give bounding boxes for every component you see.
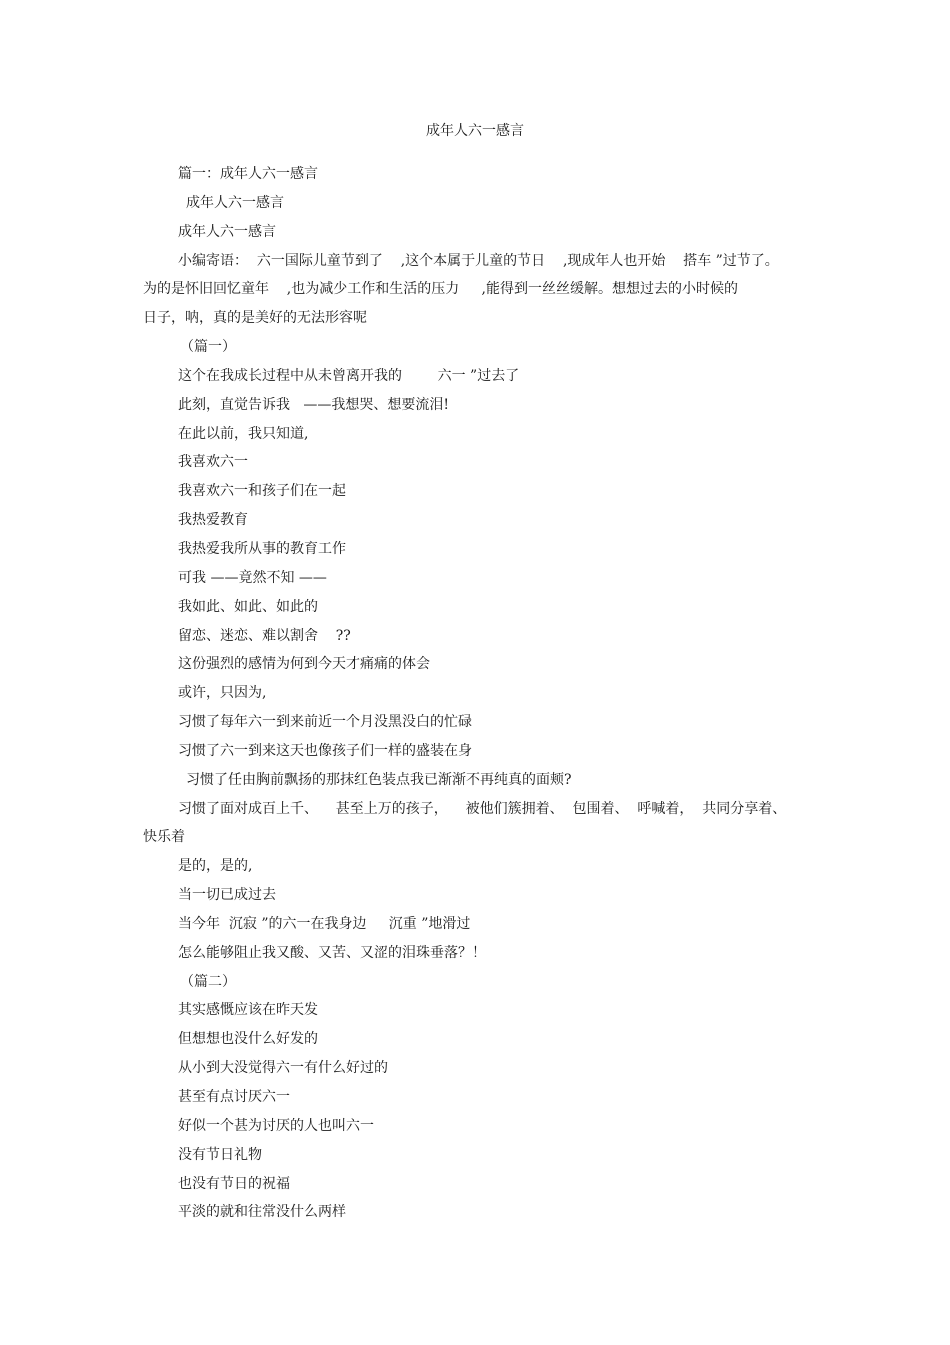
- section-heading: 篇一：成年人六一感言: [178, 166, 318, 182]
- text-line: 也没有节日的祝福: [178, 1175, 290, 1192]
- text-line: 留恋、迷恋、难以割舍 ??: [178, 627, 351, 644]
- text-line: 没有节日礼物: [178, 1146, 262, 1163]
- text-line: 甚至有点讨厌六一: [178, 1089, 290, 1105]
- text-line: 小编寄语： 六一国际儿童节到了 ,这个本属于儿童的节日 ,现成年人也开始 搭车 ”过节了。: [178, 252, 779, 269]
- text-line: 快乐着: [143, 829, 185, 846]
- part-heading: （篇二）: [180, 973, 236, 990]
- text-line: 这个在我成长过程中从未曾离开我的 六一 ”过去了: [178, 367, 520, 384]
- text-line: 我如此、如此、如此的: [178, 598, 318, 615]
- text-line: 在此以前，我只知道,: [178, 425, 309, 442]
- text-line: 我热爱教育: [178, 512, 248, 529]
- text-line: 从小到大没觉得六一有什么好过的: [178, 1060, 388, 1077]
- text-line: 日子，呐，真的是美好的无法形容呢: [143, 310, 367, 327]
- text-line: 此刻，直觉告诉我 ——我想哭、想要流泪!: [178, 396, 449, 413]
- text-line: 习惯了六一到来这天也像孩子们一样的盛装在身: [178, 742, 472, 759]
- text-line: 当一切已成过去: [178, 887, 276, 904]
- text-line: 习惯了面对成百上千、 甚至上万的孩子， 被他们簇拥着、 包围着、 呼喊着， 共同分享着、: [178, 800, 787, 817]
- text-line: 习惯了任由胸前飘扬的那抹红色装点我已渐渐不再纯真的面颊?: [186, 771, 572, 788]
- text-line: 好似一个甚为讨厌的人也叫六一: [178, 1117, 374, 1134]
- text-line: 我喜欢六一和孩子们在一起: [178, 483, 346, 500]
- text-line: 平淡的就和往常没什么两样: [178, 1204, 346, 1221]
- text-line: 为的是怀旧回忆童年 ,也为减少工作和生活的压力 ,能得到一丝丝缓解。想想过去的小时候的: [143, 281, 738, 298]
- text-line: 或许，只因为,: [178, 685, 267, 702]
- text-line: 当今年 沉寂 ”的六一在我身边 沉重 ”地滑过: [178, 915, 471, 932]
- text-line: 习惯了每年六一到来前近一个月没黑没白的忙碌: [178, 714, 472, 731]
- text-line: 我喜欢六一: [178, 454, 248, 471]
- document-title: 成年人六一感言: [426, 123, 524, 139]
- text-line: 但想想也没什么好发的: [178, 1031, 318, 1048]
- text-line: 其实感慨应该在昨天发: [178, 1002, 318, 1019]
- text-line: 怎么能够阻止我又酸、又苦、又涩的泪珠垂落？！: [178, 944, 486, 961]
- subtitle: 成年人六一感言: [186, 194, 284, 211]
- text-line: 是的，是的,: [178, 858, 253, 875]
- text-line: 我热爱我所从事的教育工作: [178, 540, 346, 557]
- text-line: 可我 ——竟然不知 ——: [178, 569, 327, 586]
- document-body: [0, 164, 950, 1231]
- text-line: 这份强烈的感情为何到今天才痛痛的体会: [178, 656, 430, 673]
- part-heading: （篇一）: [180, 339, 236, 356]
- subtitle: 成年人六一感言: [178, 223, 276, 240]
